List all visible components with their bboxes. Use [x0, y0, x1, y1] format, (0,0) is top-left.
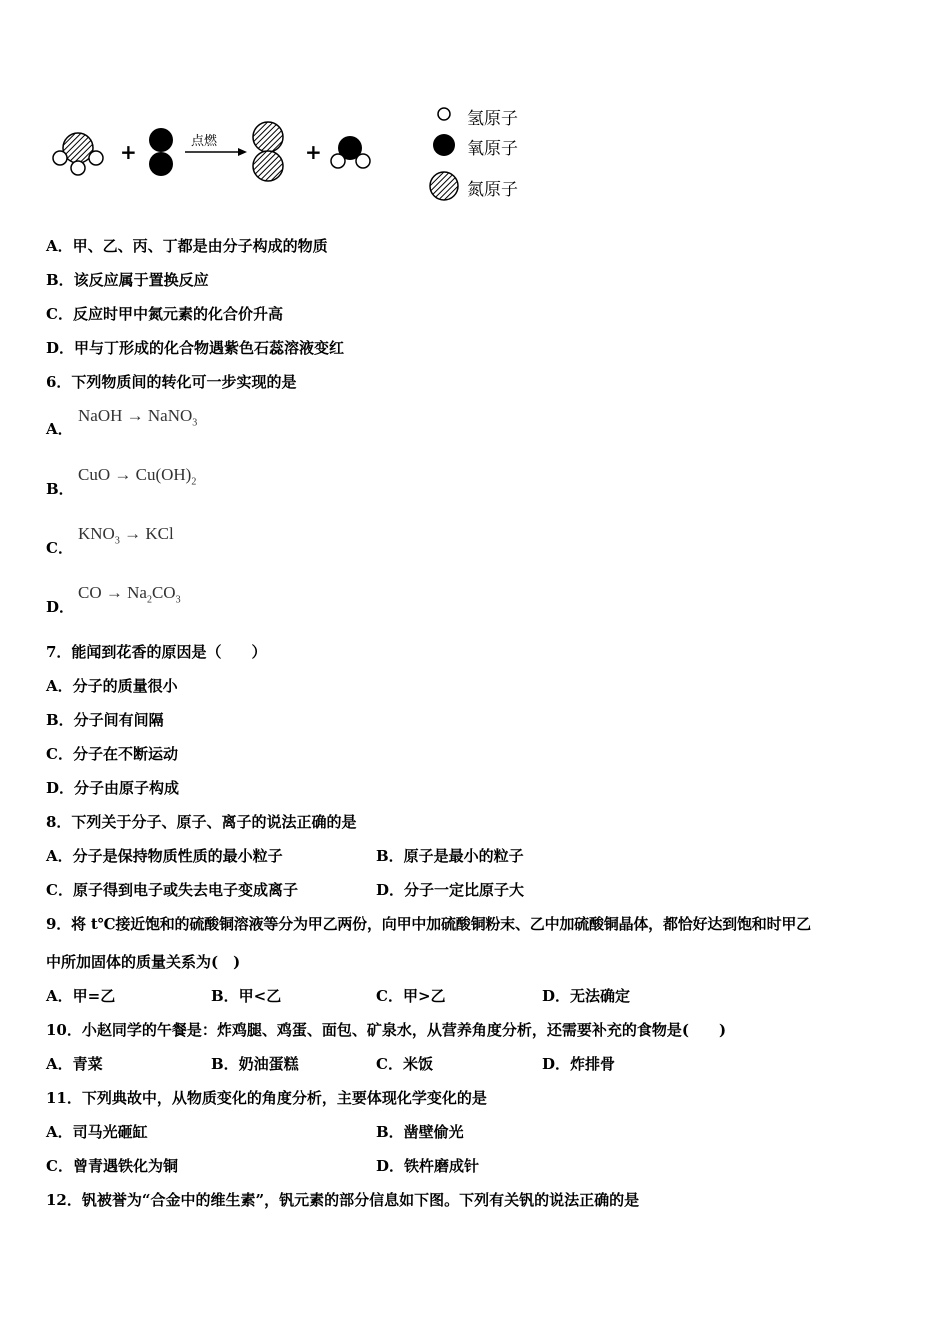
q6-label-b: B． — [46, 480, 74, 498]
q10-option-a: A．青菜 — [46, 1055, 103, 1073]
q5-option-b: B．该反应属于置换反应 — [46, 271, 209, 289]
q10-option-c: C．米饭 — [376, 1055, 433, 1073]
q9-option-a: A．甲=乙 — [46, 987, 116, 1005]
oxygen-molecule — [149, 128, 173, 176]
oxygen-atom-icon — [433, 134, 455, 156]
plus-sign: + — [305, 140, 322, 164]
q6-label-c: C． — [46, 539, 73, 557]
legend-label-oxygen: 氧原子 — [467, 139, 518, 159]
q11-option-a: A．司马光砸缸 — [46, 1123, 148, 1141]
q11-option-d: D．铁杵磨成针 — [376, 1157, 480, 1175]
q9-option-c: C．甲>乙 — [376, 987, 446, 1005]
q7-stem: 7．能闻到花香的原因是（ ） — [46, 643, 267, 661]
q9-stem: 9．将 t℃接近饱和的硫酸铜溶液等分为甲乙两份，向甲中加硫酸铜粉末、乙中加硫酸铜晶体，都恰好达到饱和时甲乙 — [46, 915, 811, 933]
q11-option-c: C．曾青遇铁化为铜 — [46, 1157, 178, 1175]
q7-option-a: A．分子的质量很小 — [46, 677, 178, 695]
q6-formula-d: CO → $Na_2CO_3$ — [78, 583, 181, 606]
q11-option-b: B．凿壁偷光 — [376, 1123, 464, 1141]
q6-formula-c: $KNO_3$ → KCl — [78, 524, 174, 547]
q10-option-d: D．炸排骨 — [542, 1055, 616, 1073]
water-molecule — [331, 136, 370, 168]
q6-formula-a: NaOH → NaNO$_3$ — [78, 406, 198, 429]
ammonia-molecule — [53, 133, 103, 175]
q5-option-d: D．甲与丁形成的化合物遇紫色石蕊溶液变红 — [46, 339, 345, 357]
q9-option-b: B．甲<乙 — [211, 987, 282, 1005]
q6-formula-b: CuO → $Cu(OH)_2$ — [78, 465, 197, 488]
hydrogen-atom-icon — [438, 108, 450, 120]
nitrogen-molecule — [253, 122, 283, 181]
nitrogen-atom-icon — [430, 172, 458, 200]
legend-label-hydrogen: 氢原子 — [467, 109, 518, 129]
q7-option-b: B．分子间有间隔 — [46, 711, 164, 729]
q5-option-a: A．甲、乙、丙、丁都是由分子构成的物质 — [46, 237, 328, 255]
q8-option-d: D．分子一定比原子大 — [376, 881, 525, 899]
reaction-condition: 点燃 — [191, 134, 218, 149]
q7-option-d: D．分子由原子构成 — [46, 779, 180, 797]
q8-option-c: C．原子得到电子或失去电子变成离子 — [46, 881, 298, 899]
q8-option-b: B．原子是最小的粒子 — [376, 847, 524, 865]
plus-sign: + — [120, 140, 137, 164]
q5-option-c: C．反应时甲中氮元素的化合价升高 — [46, 305, 283, 323]
q6-label-a: A． — [46, 420, 73, 438]
q9-option-d: D．无法确定 — [542, 987, 631, 1005]
q6-label-d: D． — [46, 598, 75, 616]
q11-stem: 11．下列典故中，从物质变化的角度分析，主要体现化学变化的是 — [46, 1089, 487, 1107]
q12-stem: 12．钒被誉为“合金中的维生素”，钒元素的部分信息如下图。下列有关钒的说法正确的是 — [46, 1191, 640, 1209]
q9-stem-cont: 中所加固体的质量关系为( ) — [46, 953, 241, 971]
q7-option-c: C．分子在不断运动 — [46, 745, 178, 763]
q6-stem: 6．下列物质间的转化可一步实现的是 — [46, 373, 297, 391]
legend-label-nitrogen: 氮原子 — [467, 180, 518, 200]
q8-option-a: A．分子是保持物质性质的最小粒子 — [46, 847, 283, 865]
q10-option-b: B．奶油蛋糕 — [211, 1055, 299, 1073]
q10-stem: 10．小赵同学的午餐是：炸鸡腿、鸡蛋、面包、矿泉水，从营养角度分析，还需要补充的食物是( ) — [46, 1021, 727, 1039]
q8-stem: 8．下列关于分子、原子、离子的说法正确的是 — [46, 813, 357, 831]
